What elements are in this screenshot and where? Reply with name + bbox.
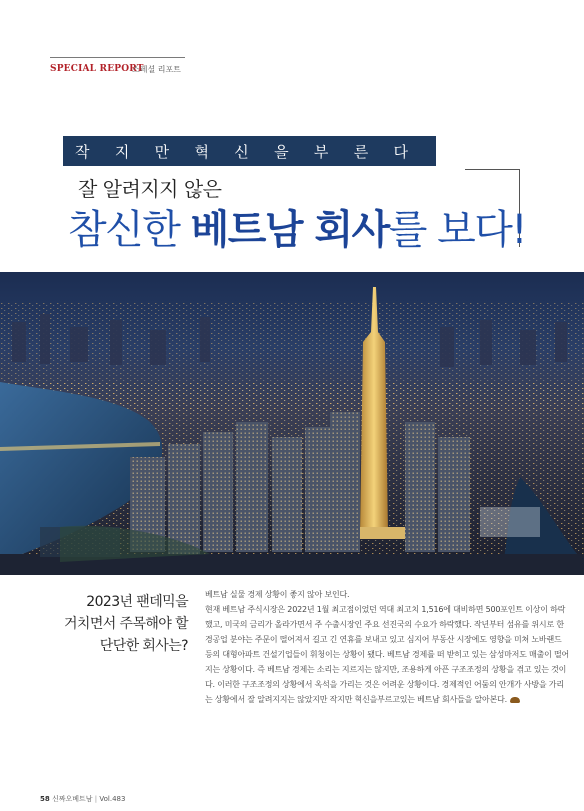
headline-part1: 참신한 [68,207,191,253]
kicker-char: 만 [154,142,170,161]
subheadline: 잘 알려지지 않은 [78,177,222,201]
title-frame-top [465,169,520,170]
headline [68,198,526,255]
header-rule [50,57,185,58]
kicker-char: 부 [313,142,329,161]
city-night-skyline-image [0,272,584,575]
kicker-char: 다 [393,142,408,161]
body-paragraph [205,602,570,707]
lead-line: 단단한 회사는? [99,638,188,654]
kicker-char: 지 [114,142,130,161]
magazine-name: 신짜오베트남 [51,795,93,803]
volume-number: Vol.483 [99,795,126,803]
article-body [205,587,570,707]
footer-separator: | [92,795,100,803]
kicker-char: 작 [75,142,90,161]
end-mark-icon [510,697,520,703]
section-sublabel: 스페셜 리포트 [132,65,181,74]
body-paragraph: 베트남 실물 경제 상황이 좋지 않아 보인다. [205,590,350,599]
kicker-char: 른 [353,142,369,161]
section-label: SPECIAL REPORT [50,64,144,74]
page-number: 58 [40,795,50,803]
kicker-char: 을 [274,142,289,161]
kicker-char: 혁 [194,142,209,161]
lead-line: 2023년 팬데믹을 [86,594,188,610]
kicker-text [63,136,436,166]
headline-part2: 베트남 회사 [190,207,389,253]
kicker-char: 신 [234,142,249,161]
page-footer [40,794,125,804]
lead-line: 거치면서 주목해야 할 [63,616,188,632]
headline-part3: 를 보다! [388,207,526,253]
lead-question [40,591,188,657]
body-paragraph-text: 현재 베트남 주식시장은 2022년 1월 최고점이었던 역대 최고치 1,516에 대비하면 500포인트 이상이 하락했고, 미국의 금리가 올라가면서 주 수출시장인 주요 선진국의 수요가 하락했다. 작년부터 섬유를 위시로 한 경공업 분야는 주문이 떨어져서 길고 긴 연휴를 보내고 있고 심지어 부동산 시장에도 영향을 미쳐 노바랜드 등의 대형아파트 건설기업들이 휘청이는 상황이 됐다. 베트남 경제를 떠 받히고 있는 삼성마저도 매출이 떨어지는 상황이다. 즉 베트남 경제는 소리는 지르지는 않지만, 조용하게 아픈 구조조정의 상황을 겪고 있는 것이다. 이러한 구조조정의 상황에서 옥석을 가리는 것은 어려운 상황이다. 경제적인 어둠의 안개가 사방을 가리는 상황에서 잘 알려지지는 않았지만 작지만 혁신을부르고있는 베트남 회사들을 알아본다. [205,605,570,704]
